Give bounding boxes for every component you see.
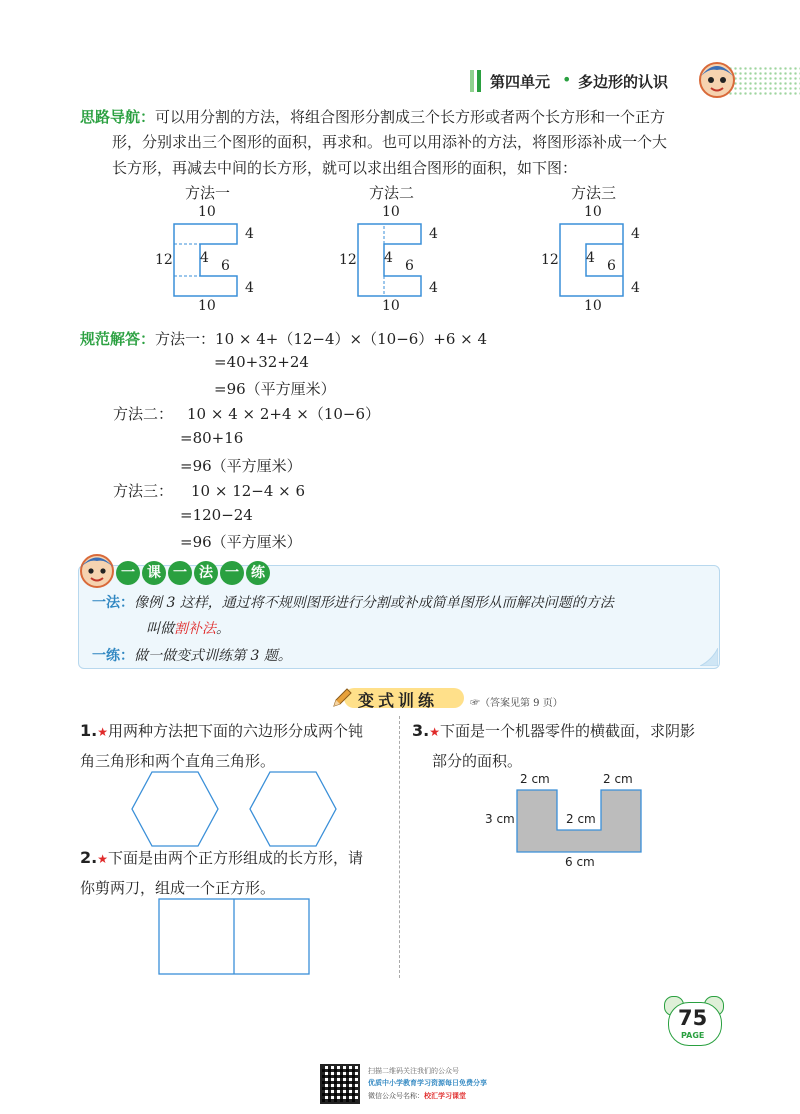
two-squares-rectangle <box>158 898 310 976</box>
training-note: ☞（答案见第 9 页） <box>470 698 563 709</box>
fa-text-2-term: 割补法 <box>174 621 216 637</box>
lian-text: 做一做变式训练第 3 题。 <box>134 648 292 664</box>
q3-label-top-right: 2 cm <box>603 772 633 786</box>
method-1-expr: 10 × 4+（12−4）×（10−6）+6 × 4 <box>215 330 488 348</box>
method-2-title: 方法二： <box>113 405 174 423</box>
q2-number: 2. <box>80 848 98 867</box>
header-bar <box>470 66 800 96</box>
q3-text-1: 下面是一个机器零件的横截面，求阴影 <box>439 722 695 740</box>
question-3 <box>412 716 722 776</box>
label-bottom: 10 <box>584 298 602 314</box>
footer-wechat-name: 校汇学习课堂 <box>424 1092 466 1100</box>
badge-char-3: 一 <box>168 561 192 585</box>
q2-star-icon: ★ <box>97 852 108 866</box>
fa-text-2-pre: 叫做 <box>146 621 174 637</box>
q1-text-1: 用两种方法把下面的六边形分成两个钝 <box>107 722 363 740</box>
page-number: 75 <box>678 1006 708 1030</box>
label-inner-a: 4 <box>200 250 209 266</box>
label-inner-a: 4 <box>586 250 595 266</box>
hexagon-left <box>130 770 220 848</box>
figure-title: 方法二 <box>369 184 415 202</box>
q3-star-icon: ★ <box>429 725 440 739</box>
figure-method-1 <box>150 180 280 320</box>
qr-code <box>320 1064 360 1104</box>
question-2 <box>80 843 392 903</box>
fa-label: 一法： <box>92 595 134 611</box>
label-inner-b: 6 <box>221 258 230 274</box>
label-right-top: 4 <box>245 226 254 242</box>
q3-label-notch: 2 cm <box>566 812 596 826</box>
training-title: 变式训练 <box>358 691 439 710</box>
footer-wechat-label: 微信公众号名称： <box>368 1092 424 1100</box>
label-top: 10 <box>198 204 216 220</box>
header-accent-bars <box>470 70 474 92</box>
badge-char-5: 一 <box>220 561 244 585</box>
footer-scan-text: 扫描二维码关注我们的公众号 <box>368 1067 459 1075</box>
q1-star-icon: ★ <box>97 725 108 739</box>
thinking-line-3: 长方形，再减去中间的长方形，就可以求出组合图形的面积，如下图： <box>112 159 578 177</box>
label-left: 12 <box>155 252 173 268</box>
tip-lian-line <box>92 645 292 665</box>
solution-label: 规范解答： <box>80 330 156 348</box>
solution-line-1 <box>80 328 487 349</box>
label-inner-b: 6 <box>607 258 616 274</box>
fa-text-1: 像例 3 这样，通过将不规则图形进行分割或补成简单图形从而解决问题的方法 <box>134 595 614 611</box>
q3-number: 3. <box>412 721 430 740</box>
method-3-step-2: =120−24 <box>180 506 253 524</box>
label-right-bottom: 4 <box>245 280 254 296</box>
badge-char-6: 练 <box>246 561 270 585</box>
q3-label-bottom: 6 cm <box>565 855 595 869</box>
method-3-line-1 <box>113 480 305 501</box>
method-2-line-1 <box>113 403 380 424</box>
label-right-bottom: 4 <box>631 280 640 296</box>
figure-title: 方法三 <box>571 184 617 202</box>
fa-text-2-post: 。 <box>216 621 230 637</box>
method-2-step-2: =80+16 <box>180 429 244 447</box>
badge-char-4: 法 <box>194 561 218 585</box>
page-curl-icon <box>700 648 718 666</box>
footer-line-1: 优质中小学教育学习资源每日免费分享 <box>368 1079 487 1087</box>
thinking-label: 思路导航： <box>80 108 156 126</box>
thinking-text-1: 可以用分割的方法，将组合图形分割成三个长方形或者两个长方形和一个正方 <box>155 108 666 126</box>
mascot-icon <box>695 58 739 102</box>
header-unit: 第四单元 <box>490 73 551 91</box>
q1-text-2: 角三角形和两个直角三角形。 <box>80 752 276 770</box>
label-inner-a: 4 <box>384 250 393 266</box>
badge-char-1: 一 <box>116 561 140 585</box>
method-3-step-3: =96（平方厘米） <box>180 533 302 551</box>
q2-text-2: 你剪两刀，组成一个正方形。 <box>80 879 276 897</box>
label-right-bottom: 4 <box>429 280 438 296</box>
tip-fa-line-1 <box>92 592 614 612</box>
label-inner-b: 6 <box>405 258 414 274</box>
thinking-line-2: 形，分别求出三个图形的面积，再求和。也可以用添补的方法，将图形添补成一个大 <box>112 133 668 151</box>
q3-text-2: 部分的面积。 <box>432 752 523 770</box>
method-1-step-3: =96（平方厘米） <box>214 380 336 398</box>
q2-text-1: 下面是由两个正方形组成的长方形，请 <box>107 849 363 867</box>
method-3-title: 方法三： <box>113 482 174 500</box>
method-1-step-2: =40+32+24 <box>214 353 309 371</box>
method-2-step-3: =96（平方厘米） <box>180 457 302 475</box>
hexagon-right <box>248 770 338 848</box>
method-2-expr: 10 × 4 × 2+4 ×（10−6） <box>187 405 381 423</box>
tip-mascot-icon <box>76 550 118 592</box>
page-label: PAGE <box>681 1031 705 1040</box>
figure-method-2 <box>334 180 464 320</box>
q3-label-left: 3 cm <box>485 812 515 826</box>
q3-label-top-left: 2 cm <box>520 772 550 786</box>
method-3-expr: 10 × 12−4 × 6 <box>191 482 306 500</box>
header-title: 多边形的认识 <box>578 73 669 91</box>
footer-line-2 <box>368 1090 487 1103</box>
label-bottom: 10 <box>382 298 400 314</box>
footer-info <box>368 1066 487 1103</box>
figure-method-3 <box>536 180 666 320</box>
label-bottom: 10 <box>198 298 216 314</box>
page-number-badge <box>664 996 724 1046</box>
tip-fa-line-2 <box>146 618 230 638</box>
thinking-line-1 <box>80 106 665 127</box>
column-divider <box>399 716 400 978</box>
method-1-title: 方法一： <box>155 330 216 348</box>
label-left: 12 <box>541 252 559 268</box>
label-right-top: 4 <box>429 226 438 242</box>
label-right-top: 4 <box>631 226 640 242</box>
label-top: 10 <box>382 204 400 220</box>
badge-char-2: 课 <box>142 561 166 585</box>
lian-label: 一练： <box>92 648 134 664</box>
header-bullet: • <box>562 70 572 89</box>
q1-number: 1. <box>80 721 98 740</box>
label-left: 12 <box>339 252 357 268</box>
question-1 <box>80 716 392 776</box>
figure-title: 方法一 <box>185 184 231 202</box>
tip-badge <box>116 561 270 585</box>
pencil-icon <box>330 686 354 710</box>
label-top: 10 <box>584 204 602 220</box>
